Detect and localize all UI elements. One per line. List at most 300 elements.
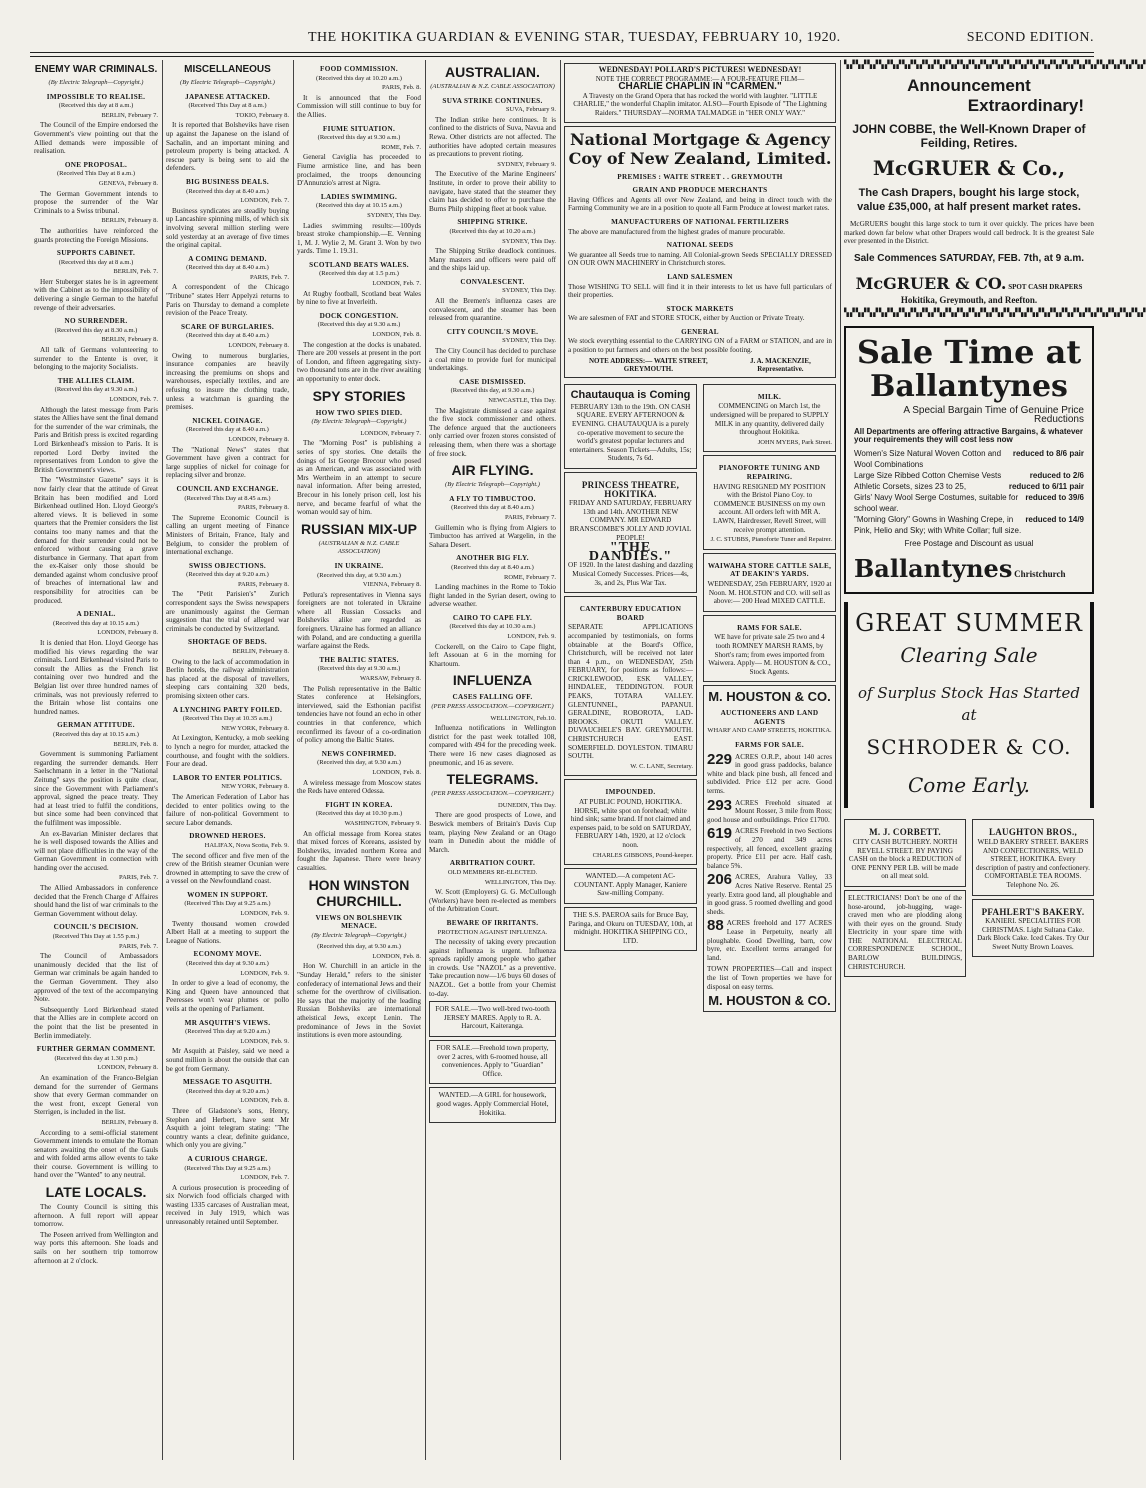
ad-text: WANTED.—A GIRL for housework, good wages. Apply Commercial Hotel, Hokitika. — [436, 1091, 549, 1117]
article-subheading: THE BALTIC STATES. — [319, 655, 399, 664]
article-subheading: VIEWS ON BOLSHEVIK MENACE. — [315, 913, 403, 931]
column-retail-ads — [844, 60, 1146, 1460]
dateline: BERLIN, Feb. 8. — [113, 740, 158, 748]
reduced-price: reduced to 14/9 — [1025, 514, 1084, 524]
article-subheading: NEWS CONFIRMED. — [321, 749, 397, 758]
dateline: SYDNEY, February 9. — [497, 160, 556, 168]
mcgruer-ad — [844, 76, 1094, 304]
ad-title: MILK. — [757, 392, 782, 401]
ballantynes-ad — [844, 326, 1094, 594]
received-line: (Received this day at 10.20 a.m.) — [449, 227, 536, 235]
received-line: (Received This Day at 9.25 a.m.) — [184, 900, 271, 908]
article-body: General Caviglia has proceeded to Fiume armistice line, and has been proclaimed, the troops denouncing D'Annunzio's arrest at Nigra. — [297, 153, 421, 188]
ad-section-text: We are salesmen of FAT and STORE STOCK, either by Auction or Private Treaty. — [568, 314, 805, 323]
received-line: (Received this day at 9.30 a.m.) — [317, 665, 401, 673]
article-list — [34, 93, 158, 1180]
impounded-ad — [564, 779, 697, 865]
article-subheading: SHORTAGE OF BEDS. — [188, 638, 267, 647]
article-body: The "Petit Parisien's" Zurich correspondent says the Swiss newspapers are unanimously against the German suggestion that the trial of alleged war criminals be conducted by Switzerland. — [166, 590, 289, 633]
column-australian — [429, 60, 556, 1460]
article-body: The American Federation of Labor has decided to enter politics owing to the failure of non-political Government to secure Labor demands. — [166, 792, 289, 827]
ad-address: WHARF AND CAMP STREETS, HOKITIKA. — [707, 727, 832, 735]
ad-text: KANIERI. SPECIALITIES FOR CHRISTMAS. Light Sultana Cake. Dark Block Cake. Iced Cakes. Try Our Sweet Nutty Brown Loaves. — [977, 917, 1089, 951]
acreage-number: 206 — [707, 871, 733, 889]
received-line: (Received this day at 10.20 a.m.) — [316, 74, 402, 82]
article-subheading: GERMAN ATTITUDE. — [57, 721, 135, 730]
article-subheading: DROWNED HEROES. — [189, 832, 266, 841]
article-subheading: LADIES SWIMMING. — [320, 192, 398, 201]
received-line: (Received this day at 10.30 a.m.) — [449, 623, 536, 631]
ad-section-text: We stock everything essential to the CARRYING ON of a FARM or STATION, and are in a position to put farmers and others on the best possible footing. — [568, 337, 832, 355]
classified-ad — [429, 1001, 556, 1037]
dateline: DUNEDIN, This Day. — [498, 801, 556, 809]
dateline: PARIS, February 8. — [237, 580, 289, 588]
received-line: (Received This Day at 8 a.m.) — [56, 170, 136, 178]
price-line — [854, 448, 1084, 470]
ad-title: M. J. CORBETT. — [869, 827, 941, 838]
ad-sections — [568, 186, 832, 355]
received-line: OLD MEMBERS RE-ELECTED. — [447, 868, 538, 876]
ad-signature: CHARLES GIBBONS, Pound-keeper. — [592, 851, 693, 859]
received-line: (Received this day at 1.5 p.m.) — [319, 270, 399, 278]
article-body: Business syndicates are steadily buying up Lancashire spinning mills, of which six involving several million sterling were sold yesterday at an average of five times the original capital. — [166, 206, 289, 250]
received-line: (Received this day at 1.30 p.m.) — [54, 1054, 138, 1062]
ad-text: HAVING RESIGNED MY POSITION with the Bristol Piano Coy. to COMMENCE BUSINESS on my own account. All orders left with MR A. LAWN, Hairdresser, Revell Street, will receive prompt attention. — [712, 482, 827, 534]
ad-tagline: SPOT CASH DRAPERS — [1008, 282, 1083, 291]
dateline: LONDON, February 8. — [228, 342, 289, 350]
section-heading: MISCELLANEOUS — [184, 64, 271, 75]
ad-text: TOWN PROPERTIES—Call and inspect the list of Town properties we have for disposal on easy terms. — [707, 965, 832, 991]
article-subheading: HOW TWO SPIES DIED. — [315, 408, 403, 417]
article-subheading: ANOTHER BIG FLY. — [456, 554, 529, 563]
article-subheading: ECONOMY MOVE. — [193, 950, 262, 959]
ad-section-title: NATIONAL SEEDS — [666, 241, 734, 250]
article-body: W. Scott (Employers) G. G. McCullough (Workers) have been re-elected as members of the Arbitration Court. — [429, 888, 556, 914]
ad-subheadline: Clearing Sale — [900, 643, 1038, 668]
received-line: (Received this day, at 9.30 a.m.) — [317, 571, 401, 579]
russian-mixup-heading: RUSSIAN MIX-UP — [301, 520, 417, 537]
ad-text: THE S.S. PAEROA sails for Bruce Bay, Paringa, and Okuru on TUESDAY, 10th, at midnight. HOKITIKA SHIPPING CO., LTD. — [568, 910, 693, 945]
ad-signature: W. C. LANE, Secretary. — [630, 762, 693, 770]
farm-description: ACRES Freehold in two Sections of 270 and 349 acres respectively, all fenced, excellent grazing property. Price £11 per acre. Half cash, balance 5%. — [707, 827, 832, 870]
dateline: LONDON, Feb. 8. — [372, 331, 421, 339]
article-body: Guillemin who is flying from Algiers to Timbuctoo has arrived at Wargelin, in the Sahara Desert. — [429, 523, 556, 549]
received-line: (Received this day, at 9.30 a.m.) — [317, 759, 401, 767]
ad-text: A Travesty on the Grand Opera that has rocked the world with laughter. "LITTLE CHARLIE," the wonderful Chaplin imitator. ALSO—Fourth Episode of "The Lightning Raiders." THURSDAY—NORMA TALMADGE in "HER ONLY WAY." — [573, 91, 827, 117]
article-body: A curious prosecution is proceeding of six Norwich food officials charged with wasting 1335 carcases of Australian meat, received in July 1919, which was unreasonably retained until September. — [166, 1183, 289, 1227]
ad-title: PRINCESS THEATRE, HOKITIKA. — [581, 480, 680, 499]
received-line: (Received This Day at 9.25 a.m.) — [184, 1164, 271, 1172]
shipping-ad — [564, 907, 697, 951]
article-body: The German Government intends to propose the surrender of the War Criminals to a Swiss tribunal. — [34, 189, 158, 215]
dateline: LONDON, Feb. 8. — [240, 1097, 289, 1105]
article-subheading: CITY COUNCIL'S MOVE. — [446, 327, 539, 336]
article-body: Landing machines in the Rome to Tokio flight landed in the Syrian desert, owing to adverse weather. — [429, 583, 556, 609]
piano-tuning-ad — [703, 455, 836, 549]
received-line: (Received this day at 9.20 a.m.) — [186, 571, 269, 579]
dateline: LONDON, Feb. 7. — [372, 280, 421, 288]
farm-listing — [707, 873, 832, 916]
ad-headline: Announcement — [907, 76, 1031, 95]
article-subheading: ARBITRATION COURT. — [449, 859, 536, 868]
column-miscellaneous — [166, 60, 289, 1460]
late-locals-heading: LATE LOCALS. — [45, 1184, 147, 1201]
received-line: (Received This Day at 8.45 a.m.) — [184, 494, 271, 502]
article-body: The necessity of taking every precaution against influenza is urgent. Influenza spreads rapidly among people who gather in crowds. Use "NAZOL" as a preventive. Take precaution now—1/6 buys 60 doses of NAZOL. Get a bottle from your Chemist to-day. — [429, 938, 556, 998]
milk-ad — [703, 384, 836, 453]
received-line: (Received this day at 8.30 a.m.) — [54, 326, 138, 334]
article-subheading: THE ALLIES CLAIM. — [57, 376, 135, 385]
dateline: BERLIN, February 8. — [101, 336, 158, 344]
ad-text: FOR SALE.—Two well-bred two-tooth JERSEY MARES. Apply to R. A. Harcourt, Kaiteranga. — [435, 1005, 550, 1031]
dateline: NEW YORK, February 8. — [221, 724, 289, 732]
dateline: LONDON, Feb. 7. — [240, 197, 289, 205]
received-line: (Received this day at 9.30 a.m.) — [317, 134, 401, 142]
price-line — [854, 481, 1084, 492]
dateline: LONDON, Feb. 8. — [372, 952, 421, 960]
column-divider — [293, 60, 294, 1460]
article-subheading: NICKEL COINAGE. — [192, 416, 263, 425]
article-subheading: SCOTLAND BEATS WALES. — [309, 260, 409, 269]
ad-text: COMMENCING on March 1st, the undersigned will be prepared to SUPPLY MILK in any quantity, delivered daily throughout Hokitika. — [710, 402, 829, 437]
dateline: LONDON, Feb. 9. — [240, 910, 289, 918]
dateline: BERLIN, Feb. 7. — [113, 268, 158, 276]
byline: (By Electric Telegraph—Copyright.) — [180, 79, 275, 86]
farm-list — [707, 750, 832, 963]
reduced-price: reduced to 6/11 pair — [1008, 481, 1084, 491]
pollards-pictures-ad — [564, 63, 836, 123]
received-line: (Received this day at 9.30 a.m.) — [54, 386, 138, 394]
article-body: It is announced that the Food Commission will still continue to buy for the Allies. — [297, 93, 421, 119]
received-line: (Received this day, at 9.30 a.m.) — [317, 943, 401, 951]
princess-theatre-ad — [564, 472, 697, 593]
schroder-sale-ad — [844, 602, 1094, 808]
ad-sale-date: Sale Commences SATURDAY, FEB. 7th, at 9 a.m. — [853, 252, 1085, 264]
article-subheading: SUVA STRIKE CONTINUES. — [442, 96, 543, 105]
ad-text: Free Postage and Discount as usual — [904, 538, 1034, 548]
ad-text: FEBRUARY 13th to the 19th. ON CASH SQUARE. EVERY AFTERNOON & EVENING. CHAUTAUQUA is a purely co-operative movement to secure the world's greatest popular lecturers and entertainers. Season Tickets—Adults, 15s; Students, 7s 6d. — [569, 402, 692, 463]
article-body: The Polish representative in the Baltic States conference at Helsingfors, interviewed, said the Esthonian pacifist tendencies have not found an echo in other countries in that conference, which reconfirmed its favour of a co-ordination of policy among the Baltic States. — [297, 684, 421, 745]
education-board-ad — [564, 596, 697, 776]
received-line: (Received This day at 9.20 a.m.) — [185, 1028, 270, 1036]
dateline: PARIS, Feb. 7. — [250, 273, 289, 281]
decorative-border: ▚▞▚▞▚▞▚▞▚▞▚▞▚▞▚▞▚▞▚▞▚▞▚▞▚▞▚▞▚▞▚▞▚▞▚▞▚▞▚▞▚▞▚▞▚▞▚▞▚▞▚▞ — [844, 60, 1146, 69]
ad-title: National Mortgage & Agency Coy of New Zealand, Limited. — [568, 129, 832, 168]
price-line — [854, 514, 1084, 536]
article-body: Owing to numerous burglaries, insurance companies are heavily increasing the premiums on shops and warehouses, especially textiles, and are refusing to insure the clothing trade, unless a watchman is guarding the premises. — [166, 351, 289, 412]
dateline: WASHINGTON, February 9. — [344, 819, 421, 827]
dateline: LONDON, February 8. — [228, 435, 289, 443]
farm-description: ACRES Freehold situated at Mount Rosser, 3 mile from Ross; good house and outbuildings. Price £1700. — [707, 798, 832, 824]
houston-farms-ad — [703, 685, 836, 1012]
received-line: PROTECTION AGAINST INFLUENZA. — [437, 928, 548, 936]
article-body: Twenty thousand women crowded Albert Hall at a meeting to support the League of Nations. — [166, 919, 289, 945]
ad-text: SEPARATE APPLICATIONS accompanied by testimonials, on forms obtainable at the Board's Office, Christchurch, will be received not later than 4 p.m., on WEDNESDAY, 25th FEBRUARY, for positions as follows:— CRICKLEWOOD, ESK VALLEY, HINDALEE, TEDDINGTON. FOUR PEAKS, TOTARA VALLEY. GLENTUNNEL, PAPANUI. GERALDINE, ROBOROTA, LAD-BROOKS. OKUTI VALLEY. DUVAUCHELE'S BAY. GREYMOUTH. CHRISTCHURCH EAST. SOMERFIELD. DOYLESTON. TIMARU SOUTH. — [568, 623, 693, 761]
ad-title: LAUGHTON BROS., — [988, 827, 1078, 838]
dateline: SYDNEY, This Day. — [502, 237, 556, 245]
dateline: LONDON, Feb. 9. — [507, 633, 556, 641]
edition-label: SECOND EDITION. — [966, 30, 1094, 45]
price-line — [854, 470, 1084, 481]
ad-callout: Come Early. — [908, 773, 1030, 798]
dateline: LONDON, Feb. 8. — [372, 768, 421, 776]
article-body: The Council of the Empire endorsed the Government's view pointing out that the Allied demands were impossible of realisation. — [34, 121, 158, 156]
article-list — [297, 65, 421, 384]
ad-text: WANTED.—A competent AC-COUNTANT. Apply Manager, Kaniere Saw-milling Company. — [574, 872, 687, 898]
ad-brand: McGRUER & CO. — [855, 273, 1007, 293]
ad-headline: GREAT SUMMER — [855, 609, 1083, 638]
article-body: The "Westminster Gazette" says it is now fairly clear that the attitude of Great Britain has been modified and Lord Birkenhead outlined Hon. Lloyd George's altered views. It is believed in some quarters that the Premier considers the list contains too many names and that the demand for their surrender could not be enforced without causing a grave disturbance in Germany. That apart from the ex-Kaiser only those should be demanded against whom conclusive proof of breaches of international law and responsibility for atrocities can be produced. — [34, 476, 158, 605]
dateline: BERLIN, February 7. — [101, 111, 158, 119]
article-list — [429, 802, 556, 998]
ad-section-title: MANUFACTURERS OF NATIONAL FERTILIZERS — [611, 217, 789, 226]
wanted-ad — [564, 868, 697, 904]
article-subheading: CASE DISMISSED. — [459, 377, 526, 386]
article-subheading: MESSAGE TO ASQUITH. — [182, 1078, 273, 1087]
byline: (AUSTRALIAN & N.Z. CABLE ASSOCIATION) — [318, 539, 400, 556]
dateline: ROME, Feb. 7. — [381, 143, 421, 151]
item-description: "Morning Glory" Gowns in Washing Crepe, in Pink, Helio and Sky; with White Collar; full size. — [854, 514, 1022, 535]
ad-title: CANTERBURY EDUCATION BOARD — [579, 605, 682, 622]
electricians-ad — [844, 890, 966, 977]
byline: (PER PRESS ASSOCIATION.—COPYRIGHT.) — [431, 703, 554, 711]
received-line: (Received this day at 8.40 a.m.) — [451, 504, 534, 512]
ad-section-text: The above are manufactured from the highest grades of manure procurable. — [568, 227, 785, 236]
article-subheading: CASES FALLING OFF. — [452, 693, 533, 702]
dateline: HALIFAX, Nova Scotia, Feb. 9. — [204, 841, 289, 849]
article-body: The authorities have reinforced the guards protecting the Foreign Missions. — [34, 226, 158, 244]
article-body: The Supreme Economic Council is calling an urgent meeting of Finance Ministers of Britain, France, Italy and Belgium, to consider the problem of international exchange. — [166, 513, 289, 557]
article-body: Subsequently Lord Birkenhead stated that the Allies are in complete accord on the point that the list be presented in Berlin immediately. — [34, 1005, 158, 1040]
received-line: (Received this day at 8.40 a.m.) — [186, 187, 269, 195]
dateline: LONDON, February 8. — [97, 629, 158, 637]
dateline: SYDNEY, This Day. — [367, 211, 421, 219]
ad-section-text: We guarantee all Seeds true to naming. All Colonial-grown Seeds SPECIALLY DRESSED ON OUR OWN MACHINERY in Christchurch stores. — [568, 250, 832, 268]
masthead — [30, 30, 1094, 50]
article-body: Ladies swimming results:—100yds breast stroke championship.—E. Venning 1, M. J. Wylie 2, M. Grant 3. Won by two yards. Time 1. 19.31. — [297, 221, 421, 256]
article-body: At Rugby football, Scotland beat Wales by nine to five at Inverleith. — [297, 289, 421, 307]
article-body: The "National News" states that Government have given a contract for large supplies of nickel for coinage for replacing silver and bronze. — [166, 445, 289, 480]
article-body: Hon W. Churchill in an article in the "Sunday Herald," refers to the sinister confederacy of international Jews and their scheme for the overthrow of civilisation. He says that the majority of the leading Russian Bolsheviks are international atheistical Jews, except Lenin. The predominance of Jews in the Soviet institutions is even more astounding. — [297, 962, 421, 1040]
dateline: LONDON, Feb. 7. — [240, 1174, 289, 1182]
article-body: According to a semi-official statement Government intends to emulate the Roman senators awaiting the onset of the Gauls and with folded arms allow events to take their course. Government is willing to hand over the "Wanted" to any neutral. — [34, 1128, 158, 1180]
article-subheading: SCARE OF BURGLARIES. — [181, 322, 274, 331]
corbett-ad — [844, 819, 966, 887]
dateline: BERLIN, February 8. — [101, 217, 158, 225]
dateline: PARIS, February 8. — [237, 504, 289, 512]
ad-signature: J. A. MACKENZIE, Representative. — [749, 356, 811, 374]
price-list — [854, 448, 1084, 536]
article-body: The Indian strike here continues. It is confined to the districts of Suva, Navua and Rewa. Other districts are not affected. The authorities have adopted certain measures as precautions to prevent rioting. — [429, 115, 556, 159]
received-line: (Received this day at 9.30 a.m.) — [317, 321, 401, 329]
masthead-rule-bottom — [30, 56, 1094, 57]
ad-text: FRIDAY AND SATURDAY, FEBRUARY 13th and 14th. ANOTHER NEW COMPANY. MR EDWARD BRANSCOMBE'S JOLLY AND JOVIAL PEOPLE! — [569, 499, 692, 542]
dateline: LONDON, Feb. 7. — [109, 396, 158, 403]
acreage-number: 619 — [707, 825, 733, 843]
ad-text: OF 1920. In the latest dashing and dazzling Musical Comedy Successes. Prices—4s, 3s, and 2s, Plus War Tax. — [568, 561, 693, 587]
article-body: The congestion at the docks is unabated. There are 200 vessels at present in the port of London, and fifteen aggregating sixty-two thousand tons are in the river awaiting an opportunity to enter dock. — [297, 340, 421, 383]
article-subheading: NO SURRENDER. — [64, 317, 128, 326]
ad-feature: "THE DANDIES." — [588, 540, 673, 564]
newspaper-title: THE HOKITIKA GUARDIAN & EVENING STAR, TUESDAY, FEBRUARY 10, 1920. — [308, 30, 841, 45]
ad-section-text: Those WISHING TO SELL will find it in their interests to let us have full particulars of their properties. — [568, 282, 832, 300]
article-body: Owing to the lack of accommodation in Berlin hotels, the railway administration has placed at the disposal of travellers, sleeping cars containing 320 beds, promising sixteen other cars. — [166, 657, 289, 700]
dateline: PARIS, Feb. 8. — [382, 84, 421, 92]
article-subheading: A COMING DEMAND. — [188, 254, 267, 263]
article-subheading: CAIRO TO CAPE FLY. — [452, 613, 533, 622]
article-subheading: ONE PROPOSAL. — [64, 160, 128, 169]
influenza-heading: INFLUENZA — [452, 672, 533, 689]
article-body: It is denied that Hon. Lloyd George has modified his views regarding the war criminals. Lord Birkenhead visited Paris to consult the Allies as the French list containing over two hundred and the Belgian list over three hundred names of criminals, was not previously referred to the Britain whose list contains one hundred names. — [34, 639, 158, 716]
column-divider — [560, 60, 561, 1460]
dateline: LONDON, Feb. 9. — [240, 1037, 289, 1045]
ad-banner: NOTE THE CORRECT PROGRAMME:— A FOUR-FEATURE FILM— — [595, 74, 805, 83]
article-body: Influenza notifications in Wellington district for the past week totalled 108, compared with 494 for the preceding week. There were 16 new cases diagnosed as pneumonic, and 16 as severe. — [429, 724, 556, 767]
dateline: NEW YORK, February 8. — [221, 783, 289, 791]
article-body: The Magistrate dismissed a case against the five stock commissioner and others. The defence argued that the auctioneers only carried over frozen stores consisted of releasing them, when there was a shortage of free stock. — [429, 406, 556, 458]
article-body: There are good prospects of Lowe, and Beswick members of Britain's Davis Cup team, playing New Zealand or an Otago team in Dunedin about the middle of March. — [429, 811, 556, 854]
byline: (By Electric Telegraph—Copyright.) — [311, 931, 407, 939]
received-line: (Received this day at 10.15 a.m.) — [316, 202, 402, 210]
article-subheading: IMPOSSIBLE TO REALISE. — [46, 92, 146, 101]
dateline: WARSAW, February 8. — [360, 675, 421, 683]
ad-locations: Hokitika, Greymouth, and Reefton. — [900, 294, 1038, 305]
byline: (PER PRESS ASSOCIATION.—COPYRIGHT.) — [431, 790, 554, 798]
ad-brand: McGRUER & Co., — [872, 156, 1066, 180]
dateline: LONDON, Feb. 9. — [240, 969, 289, 977]
local-item: The County Council is sitting this afternoon. A full report will appear tomorrow. — [34, 1203, 158, 1229]
article-subheading: COUNCIL AND EXCHANGE. — [176, 484, 279, 493]
ad-title: IMPOUNDED. — [605, 788, 656, 797]
column-divider — [425, 60, 426, 1460]
article-subheading: A LYNCHING PARTY FOILED. — [172, 705, 283, 714]
article-subheading: JAPANESE ATTACKED. — [185, 92, 270, 101]
dateline: WELLINGTON, Feb.10. — [490, 714, 556, 722]
dateline: NEWCASTLE, This Day. — [488, 397, 556, 404]
article-subheading: A DENIAL. — [76, 610, 116, 619]
article-body: The Allied Ambassadors in conference decided that the French Charge d' Affaires should hand the list of war criminals to the German Government without delay. — [34, 884, 158, 918]
received-line: (Received this day at 8.40 a.m.) — [186, 332, 269, 340]
article-subheading: SWISS OBJECTIONS. — [188, 561, 266, 570]
ad-text: WEDNESDAY, 25th FEBRUARY, 1920 at Noon. M. HOLSTON and CO. will sell as above:— 200 Head MIXED CATTLE. — [707, 579, 832, 606]
article-subheading: FURTHER GERMAN COMMENT. — [36, 1045, 156, 1054]
item-description: Women's Size Natural Woven Cotton and Wool Combinations — [854, 448, 1002, 469]
ad-title: RAMS FOR SALE. — [737, 623, 802, 632]
ad-title: WAIWAHA STORE CATTLE SALE, AT DEAKIN'S YARDS. — [707, 561, 832, 579]
ad-signature: JOHN MYERS, Park Street. — [757, 438, 832, 446]
article-subheading: DOCK CONGESTION. — [319, 311, 399, 320]
item-description: Athletic Corsets, sizes 23 to 25, — [854, 481, 967, 491]
ad-signature: J. C. STUBBS, Pianoforte Tuner and Repairer. — [710, 536, 832, 544]
farm-description: ACRES O.R.P., about 140 acres in good grass paddocks, balance white and black pine bush, all fenced and subdivided. Price £12 per acre. Good terms. — [707, 752, 832, 796]
ad-title: M. HOUSTON & CO. — [708, 689, 831, 705]
byline: (By Electric Telegraph—Copyright.) — [311, 418, 407, 426]
ad-premises: PREMISES : WAITE STREET . . GREYMOUTH — [617, 172, 783, 181]
ad-text: AT PUBLIC POUND, HOKITIKA. HORSE, white spot on forehead; white hind sink; same brand. If not claimed and expenses paid, to be sold on SATURDAY, FEBRUARY 14th, 1920, at 12 o'clock noon. — [570, 798, 691, 849]
received-line: (Received This Day at 1.55 p.m.) — [52, 933, 140, 941]
article-body: At Lexington, Kentucky, a mob seeking to lynch a negro for murder, attacked the courthouse, and fought with the soldiers. Four are dead. — [166, 734, 289, 769]
received-line: (Received This Day at 10.35 a.m.) — [182, 715, 273, 723]
spy-stories-heading: SPY STORIES — [312, 387, 406, 404]
ad-brand: Ballantynes — [854, 554, 1013, 584]
rams-ad — [703, 615, 836, 683]
article-subheading: SUPPORTS CABINET. — [56, 249, 136, 258]
farm-listing — [707, 919, 832, 962]
national-mortgage-ad — [564, 126, 836, 378]
received-line: (Received this day at 8.40 a.m.) — [186, 426, 269, 434]
ad-feature: CHARLIE CHAPLIN IN "CARMEN." — [618, 81, 782, 93]
ad-text: WELD BAKERY STREET. BAKERS AND CONFECTIONERS, WELD STREET, HOKITIKA. Every description of pastry and confectionery. COMFORTABLE TEA ROOMS. Telephone No. 26. — [976, 837, 1090, 889]
ad-headline: Extraordinary! — [967, 96, 1084, 115]
received-line: (Received this day, at 9.30 a.m.) — [450, 387, 535, 395]
ad-text: ELECTRICIANS! Don't be one of the hose-around, job-hugging, wage-craved men who are plodding along with their eyes on the ground. Study Electricity in your spare time with THE NATIONAL ELECTRICAL CORRESPONDENCE SCHOOL, BARLOW BUILDINGS, CHRISTCHURCH. — [848, 893, 962, 971]
reduced-price: reduced to 2/6 — [1029, 470, 1084, 480]
article-body: Mr Asquith at Paisley, said we need a sound million is about the outside that can be got from Germany. — [166, 1047, 289, 1073]
received-line: (Received this day at 8.40 a.m.) — [186, 264, 269, 272]
farm-description: ACRES, Arahura Valley, 33 Acres Native Reserve. Rental 25 yearly. Extra good land, all ploughable and in good grass. 5 roomed dwelling and good sheds. — [707, 873, 832, 916]
price-line — [854, 492, 1084, 514]
article-body: Government is summoning Parliament regarding the surrender demands. Herr Saelschmann in a letter in the "National Zeitung" says the position is quite clear, since the Government with Parliament's approval, signed the peace treaty. They had at least tried to fulfil the conditions, but since some had been convinced that the fulfilment was impossible. — [34, 750, 158, 827]
article-subheading: BIG BUSINESS DEALS. — [186, 177, 269, 186]
dateline: WELLINGTON, This Day. — [484, 878, 556, 886]
article-subheading: FIGHT IN KOREA. — [325, 800, 393, 809]
ad-subheadline: JOHN COBBE, the Well-Known Draper of Feilding, Retires. — [852, 122, 1086, 150]
ad-text: of Surplus Stock Has Started at — [858, 684, 1080, 725]
acreage-number: 229 — [707, 750, 733, 768]
dateline: SUVA, February 9. — [505, 106, 556, 114]
column-divider — [840, 60, 841, 1460]
byline: (AUSTRALIAN & N.Z. CABLE ASSOCIATION) — [430, 83, 555, 90]
section-heading: ENEMY WAR CRIMINALS. — [34, 64, 158, 75]
article-subheading: BEWARE OF IRRITANTS. — [446, 918, 539, 927]
article-list — [429, 495, 556, 669]
reduced-price: reduced to 8/6 pair — [1012, 448, 1084, 458]
dateline: PARIS, February 7. — [504, 513, 556, 521]
ad-section-text: Having Offices and Agents all over New Zealand, and being in direct touch with the Farming Community we are in a position to quote all Farm Produce at lowest market rates. — [568, 195, 832, 213]
laughton-ad — [972, 819, 1094, 895]
ad-footer: M. HOUSTON & CO. — [708, 993, 831, 1009]
article-body: Petlura's representatives in Vienna says foreigners are not tolerated in Ukraine where all Russian Cossacks and Bolsheviks alike are regarded as foreigners. Ukraine has formed an alliance with Poland, and are conducting a guerilla warfare against the Reds. — [297, 590, 421, 651]
column-news — [297, 60, 421, 1460]
article-body: An examination of the Franco-Belgian demand for the surrender of Germans show that every German commander on the west front, except General von Sterrigen, is included in the list. — [34, 1073, 158, 1117]
column-war-criminals — [34, 60, 158, 1460]
ad-section-title: GENERAL — [681, 327, 719, 336]
ad-text: FOR SALE.—Freehold town property, over 2 acres, with 6-roomed house, all conveniences. Apply to "Guardian" Office. — [436, 1044, 549, 1078]
classified-ad — [429, 1087, 556, 1123]
article-body: The Council of Ambassadors unanimously decided that the list of German war criminals be again handed to the German Government. They also approved of the text of the accompanying Note. — [34, 952, 158, 1004]
ad-section-title: FARMS FOR SALE. — [735, 741, 804, 750]
farm-listing — [707, 796, 832, 825]
dateline: SYDNEY, This Day. — [502, 287, 556, 295]
dateline: BERLIN, February 8. — [232, 648, 289, 656]
dateline: TOKIO, February 8. — [235, 111, 289, 119]
article-subheading: COUNCIL'S DECISION. — [53, 923, 139, 932]
article-body: The City Council has decided to purchase a coal mine to provide fuel for municipal undertakings. — [429, 347, 556, 373]
farm-description: ACRES freehold and 177 ACRES Lease in Perpetuity, nearly all ploughable. Good Dwelling, barn, cow byre, etc. Excellent terms arranged for land. — [707, 919, 832, 962]
byline: (By Electric Telegraph—Copyright.) — [445, 481, 540, 489]
section-heading: AUSTRALIAN. — [445, 64, 540, 80]
article-subheading: MR ASQUITH'S VIEWS. — [184, 1018, 271, 1027]
byline: (By Electric Telegraph—Copyright.) — [48, 79, 144, 86]
classified-ad — [429, 1040, 556, 1084]
article-body: An ex-Bavarian Minister declares that he is well disposed towards the Allies and will not place difficulties in the way of the German Government in connection with handing over the accused. — [34, 829, 158, 872]
article-subheading: LABOR TO ENTER POLITICS. — [172, 773, 283, 782]
dateline: LONDON, February 8. — [97, 1064, 158, 1072]
received-line: (Received this day at 8 a.m.) — [58, 258, 134, 266]
received-line: (Received this day at 8 a.m.) — [58, 102, 134, 110]
dateline: ROME, February 7. — [504, 573, 556, 581]
article-body: Herr Stuberger states he is in agreement with the Cabinet as to the impossibility of delivering a single German to the hateful revenge of their adversaries. — [34, 277, 158, 312]
